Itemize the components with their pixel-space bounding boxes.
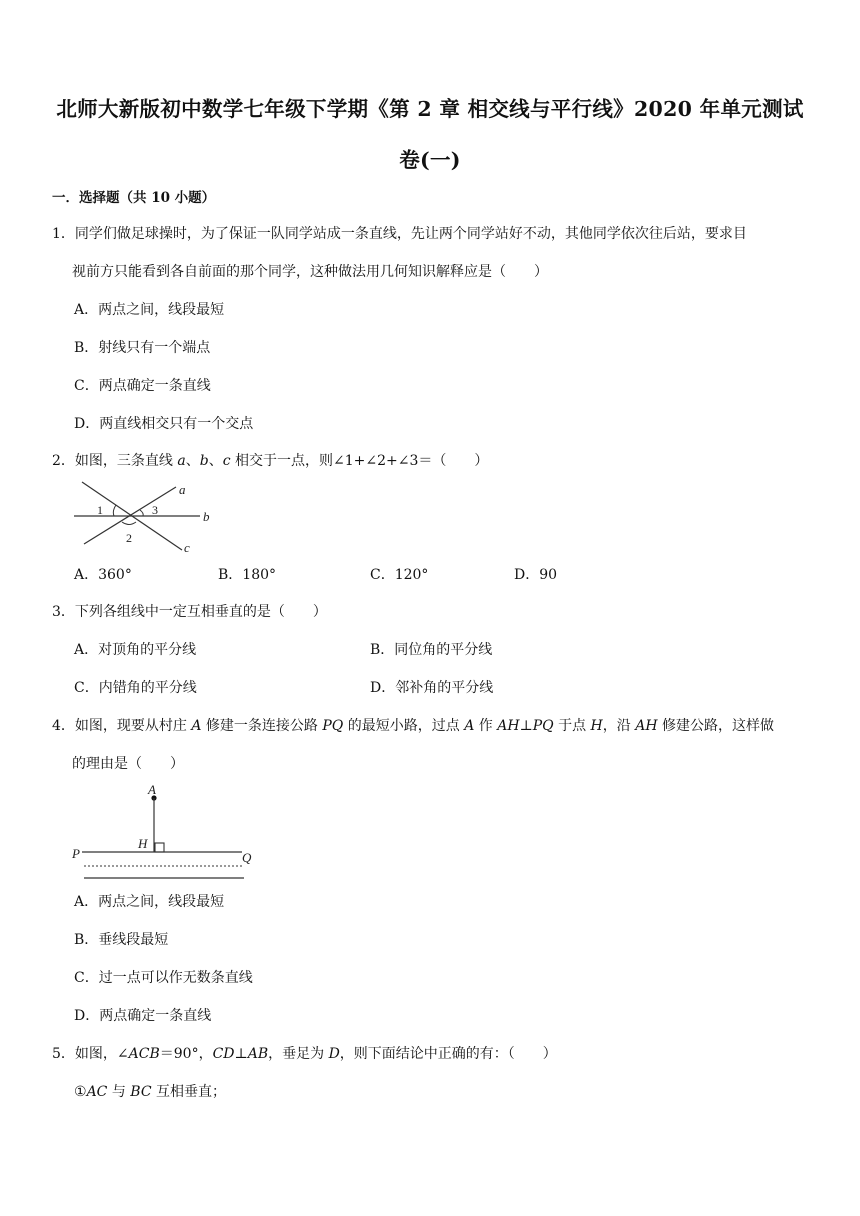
q1-option-b[interactable]: B．射线只有一个端点 — [74, 340, 211, 356]
q4-label-h: H — [138, 836, 148, 851]
section-heading: 一．选择题（共 10 小题） — [52, 190, 216, 206]
q4-figure-road — [72, 782, 262, 882]
q4-option-b[interactable]: B．垂线段最短 — [74, 932, 169, 948]
q4-stem-line-1: 4．如图，现要从村庄 A 修建一条连接公路 PQ 的最短小路，过点 A 作 AH⊥PQ 于点 H，沿 AH 修建公路，这样做 — [52, 718, 774, 734]
q2-label-a: a — [179, 482, 186, 497]
q2-option-d[interactable]: D．90 — [514, 567, 558, 583]
q1-option-c[interactable]: C．两点确定一条直线 — [74, 378, 211, 394]
q2-label-b: b — [203, 509, 210, 524]
circled-number-1: ① — [74, 1084, 87, 1100]
q1-stem-line-1: 1．同学们做足球操时，为了保证一队同学站成一条直线，先让两个同学站好不动，其他同学依次往后站，要求目 — [52, 226, 747, 242]
exam-title-line-1: 北师大新版初中数学七年级下学期《第 2 章 相交线与平行线》2020 年单元测试 — [56, 97, 804, 121]
q3-option-a[interactable]: A．对顶角的平分线 — [74, 642, 197, 658]
var-a: a — [177, 453, 186, 469]
q4-option-d[interactable]: D．两点确定一条直线 — [74, 1008, 212, 1024]
q4-label-p: P — [72, 846, 80, 861]
q2-stem: 2．如图，三条直线 a、b、c 相交于一点，则∠1+∠2+∠3＝（ ） — [52, 453, 489, 469]
q2-label-3: 3 — [152, 503, 158, 517]
q2-figure-three-lines — [72, 480, 212, 555]
q5-statement-1: ①AC 与 BC 互相垂直； — [74, 1084, 227, 1100]
q2-option-a[interactable]: A．360° — [74, 567, 132, 583]
q2-label-2: 2 — [126, 531, 132, 545]
var-b: b — [199, 453, 209, 469]
q5-stem: 5．如图，∠ACB＝90°，CD⊥AB，垂足为 D，则下面结论中正确的有：（ ） — [52, 1046, 557, 1062]
q3-option-b[interactable]: B．同位角的平分线 — [370, 642, 493, 658]
q3-option-d[interactable]: D．邻补角的平分线 — [370, 680, 494, 696]
q2-option-b[interactable]: B．180° — [218, 567, 277, 583]
q2-option-c[interactable]: C．120° — [370, 567, 429, 583]
q4-stem-line-2: 的理由是（ ） — [72, 756, 184, 772]
q1-option-d[interactable]: D．两直线相交只有一个交点 — [74, 416, 254, 432]
q3-stem: 3．下列各组线中一定互相垂直的是（ ） — [52, 604, 327, 620]
q3-option-c[interactable]: C．内错角的平分线 — [74, 680, 197, 696]
q4-label-q: Q — [242, 850, 252, 865]
q4-option-c[interactable]: C．过一点可以作无数条直线 — [74, 970, 253, 986]
q1-option-a[interactable]: A．两点之间，线段最短 — [74, 302, 225, 318]
q4-label-a: A — [148, 782, 156, 797]
q2-label-c: c — [184, 540, 190, 555]
q4-option-a[interactable]: A．两点之间，线段最短 — [74, 894, 225, 910]
var-c: c — [222, 453, 231, 469]
q1-stem-line-2: 视前方只能看到各自前面的那个同学，这种做法用几何知识解释应是（ ） — [72, 264, 548, 280]
exam-title-line-2: 卷(一) — [399, 148, 461, 172]
q2-label-1: 1 — [97, 503, 103, 517]
